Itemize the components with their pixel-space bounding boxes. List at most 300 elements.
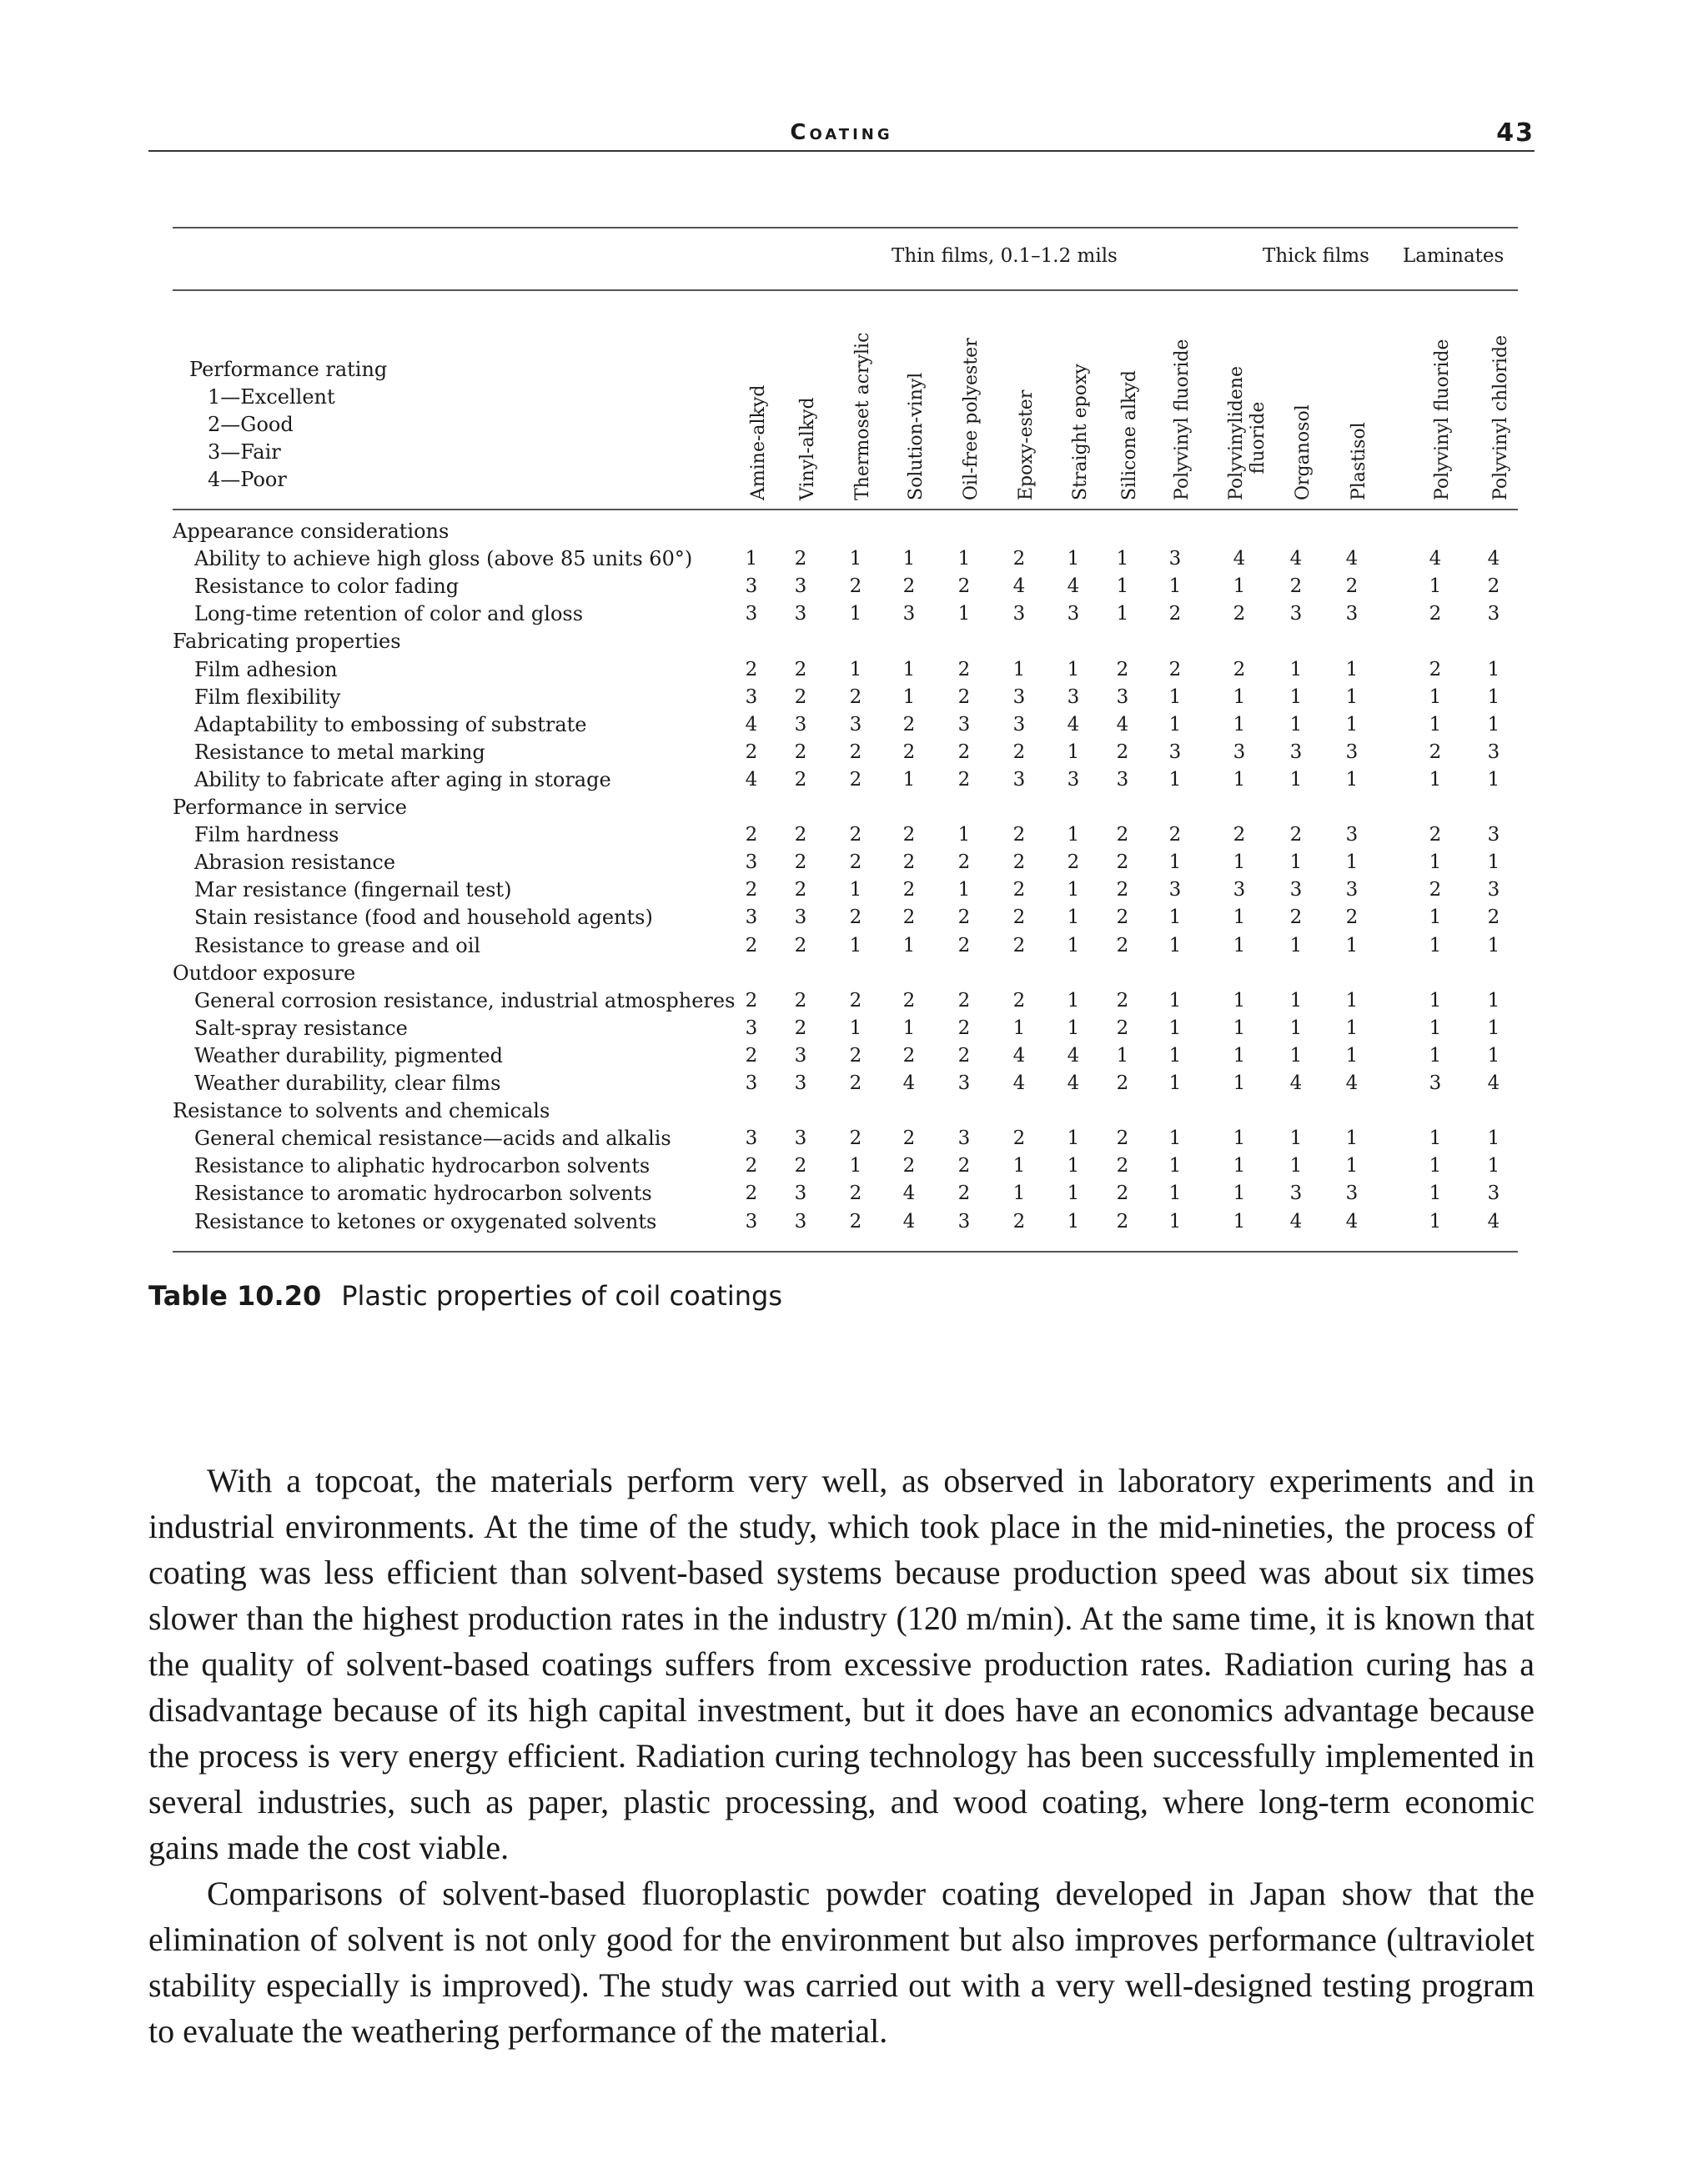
rating-cell: 1 [1067,906,1080,929]
rating-cell: 1 [1429,575,1442,598]
rating-cell: 2 [1116,851,1129,874]
rating-cell: 3 [1067,603,1080,625]
rating-cell: 1 [1233,685,1246,708]
rating-cell: 2 [745,934,758,956]
rating-cell: 1 [1233,1210,1246,1233]
rating-cell: 3 [957,1127,971,1150]
row-label: Resistance to grease and oil [194,933,481,957]
column-header-rule [173,509,1518,510]
rating-cell: 1 [1345,934,1359,956]
rating-cell: 2 [794,879,807,901]
rating-cell: 3 [1345,1182,1359,1205]
rating-cell: 2 [902,824,916,846]
rating-cell: 1 [1289,1155,1303,1177]
rating-cell: 2 [1012,851,1026,874]
rating-cell: 4 [745,713,758,736]
rating-cell: 1 [1233,934,1246,956]
rating-cell: 1 [1289,851,1303,874]
rating-cell: 2 [902,713,916,736]
rating-cell: 3 [745,851,758,874]
rating-cell: 2 [849,1044,862,1067]
rating-cell: 3 [1012,768,1026,791]
rating-cell: 4 [902,1072,916,1094]
rating-cell: 1 [1067,879,1080,901]
rating-cell: 4 [1067,575,1080,598]
row-label: General corrosion resistance, industrial atmospheres [194,988,736,1012]
caption-text: Plastic properties of coil coatings [341,1280,782,1312]
rating-cell: 2 [745,879,758,901]
rating-cell: 1 [1116,1044,1129,1067]
rating-cell: 2 [1012,906,1026,929]
row-label: Resistance to aromatic hydrocarbon solvents [194,1182,652,1206]
section-heading: Outdoor exposure [173,961,356,985]
rating-cell: 2 [957,1155,971,1177]
section-heading: Appearance considerations [173,520,450,543]
rating-cell: 2 [1116,1072,1129,1094]
rating-cell: 1 [1067,741,1080,763]
rating-cell: 1 [1168,906,1182,929]
rating-cell: 1 [1116,575,1129,598]
rating-cell: 1 [902,768,916,791]
rating-cell: 1 [1012,1182,1026,1205]
rating-cell: 1 [1233,1072,1246,1094]
rating-cell: 2 [1012,1127,1026,1150]
rating-cell: 2 [902,906,916,929]
rating-cell: 2 [849,575,862,598]
rating-cell: 1 [1067,1155,1080,1177]
rating-cell: 2 [1116,1127,1129,1150]
rating-cell: 1 [1012,1155,1026,1177]
row-label: Long-time retention of color and gloss [194,602,584,626]
rating-cell: 4 [1345,548,1359,570]
rating-cell: 1 [849,879,862,901]
rating-cell: 1 [1487,768,1500,791]
rating-cell: 1 [849,603,862,625]
table-caption [148,1280,782,1312]
row-label: Adaptability to embossing of substrate [194,712,587,736]
row-label: Weather durability, pigmented [194,1043,503,1067]
rating-cell: 4 [1487,1072,1500,1094]
rating-cell: 1 [1168,851,1182,874]
rating-cell: 2 [1429,658,1442,680]
rating-cell: 1 [957,548,971,570]
rating-cell: 2 [1012,879,1026,901]
rating-cell: 1 [1289,685,1303,708]
rating-cell: 2 [1487,906,1500,929]
rating-cell: 1 [1233,1017,1246,1039]
rating-cell: 2 [1345,575,1359,598]
rating-cell: 3 [1233,879,1246,901]
rating-cell: 2 [794,989,807,1012]
rating-cell: 3 [794,713,807,736]
rating-cell: 2 [1487,575,1500,598]
rating-cell: 2 [794,851,807,874]
rating-cell: 2 [957,741,971,763]
rating-cell: 2 [902,1155,916,1177]
rating-cell: 3 [1168,879,1182,901]
legend-item: 1—Excellent [208,385,335,409]
rating-cell: 2 [849,1182,862,1205]
rating-cell: 2 [745,658,758,680]
rating-cell: 1 [849,1017,862,1039]
rating-cell: 1 [1429,934,1442,956]
rating-cell: 1 [1345,989,1359,1012]
running-title: Coating [790,120,893,145]
rating-cell: 1 [1345,768,1359,791]
rating-cell: 2 [1116,741,1129,763]
rating-cell: 3 [1168,741,1182,763]
rating-cell: 2 [849,989,862,1012]
rating-cell: 3 [1289,603,1303,625]
rating-cell: 3 [1487,824,1500,846]
row-label: Resistance to aliphatic hydrocarbon solvents [194,1154,651,1178]
rating-cell: 3 [745,685,758,708]
legend-item: 2—Good [208,413,294,436]
rating-cell: 2 [1429,824,1442,846]
section-heading: Resistance to solvents and chemicals [173,1099,550,1123]
legend-item: 3—Fair [208,440,281,464]
rating-cell: 2 [745,741,758,763]
rating-cell: 2 [745,989,758,1012]
rating-cell: 1 [1487,1127,1500,1150]
rating-cell: 4 [1289,1072,1303,1094]
rating-cell: 1 [957,824,971,846]
rating-cell: 2 [1116,989,1129,1012]
rating-cell: 1 [1168,934,1182,956]
rating-cell: 1 [1289,1127,1303,1150]
rating-cell: 1 [1345,851,1359,874]
rating-cell: 2 [849,768,862,791]
rating-cell: 4 [1012,1072,1026,1094]
rating-cell: 3 [1067,685,1080,708]
row-label: Film hardness [194,823,339,847]
rating-cell: 3 [1012,603,1026,625]
rating-cell: 1 [902,1017,916,1039]
rating-cell: 1 [1429,1210,1442,1233]
section-heading: Performance in service [173,796,407,819]
rating-cell: 3 [1487,741,1500,763]
row-label: Resistance to color fading [194,575,460,599]
row-label: Resistance to metal marking [194,740,485,764]
rating-cell: 2 [745,1044,758,1067]
rating-cell: 1 [902,934,916,956]
rating-cell: 2 [902,741,916,763]
rating-cell: 2 [1233,603,1246,625]
rating-cell: 2 [794,768,807,791]
rating-cell: 2 [849,1072,862,1094]
rating-cell: 2 [849,685,862,708]
rating-cell: 1 [745,548,758,570]
rating-cell: 4 [1487,1210,1500,1233]
row-label: Resistance to ketones or oxygenated solvents [194,1209,657,1233]
row-label: General chemical resistance—acids and alkalis [194,1127,671,1151]
rating-cell: 1 [1289,989,1303,1012]
rating-cell: 2 [1116,879,1129,901]
rating-cell: 2 [957,906,971,929]
rating-cell: 2 [957,658,971,680]
rating-cell: 3 [1487,1182,1500,1205]
rating-cell: 2 [957,934,971,956]
rating-cell: 2 [1345,906,1359,929]
row-label: Ability to achieve high gloss (above 85 units 60°) [194,547,693,571]
rating-cell: 2 [1116,1210,1129,1233]
rating-cell: 3 [1012,685,1026,708]
rating-cell: 3 [745,575,758,598]
rating-cell: 1 [1429,1017,1442,1039]
rating-cell: 1 [1345,1044,1359,1067]
rating-cell: 2 [1012,989,1026,1012]
rating-cell: 1 [1429,1044,1442,1067]
rating-cell: 4 [1345,1072,1359,1094]
rating-cell: 1 [1233,1127,1246,1150]
rating-cell: 1 [1067,824,1080,846]
rating-cell: 1 [1345,1127,1359,1150]
rating-cell: 3 [1345,824,1359,846]
paragraph: Comparisons of solvent-based fluoroplastic powder coating developed in Japan show that the elimination of solvent is not only good for the environment but also improves performance (ultraviolet stability especially is improved). The study was carried out with a very well-designed testing program to evaluate the weathering performance of the material. [148,1875,1535,2050]
rating-cell: 2 [1116,906,1129,929]
rating-cell: 4 [1487,548,1500,570]
rating-cell: 1 [1345,1155,1359,1177]
rating-cell: 1 [1429,1127,1442,1150]
row-label: Stain resistance (food and household agents) [194,906,653,930]
rating-cell: 3 [1345,741,1359,763]
legend-title: Performance rating [189,358,388,381]
rating-cell: 1 [1168,989,1182,1012]
rating-cell: 2 [957,768,971,791]
rating-cell: 1 [1289,1017,1303,1039]
rating-cell: 1 [1168,1182,1182,1205]
rating-cell: 2 [794,658,807,680]
row-label: Abrasion resistance [194,851,396,875]
row-label: Ability to fabricate after aging in storage [194,767,611,791]
rating-cell: 4 [1289,1210,1303,1233]
rating-cell: 2 [849,851,862,874]
rating-cell: 1 [1012,658,1026,680]
rating-cell: 2 [1116,934,1129,956]
rating-cell: 1 [902,685,916,708]
rating-cell: 2 [957,1182,971,1205]
rating-cell: 1 [1067,934,1080,956]
rating-cell: 2 [1012,934,1026,956]
rating-cell: 1 [1233,989,1246,1012]
rating-cell: 3 [1289,879,1303,901]
rating-cell: 4 [1116,713,1129,736]
rating-cell: 2 [794,685,807,708]
rating-cell: 1 [1487,1017,1500,1039]
group-header-laminates: Laminates [1403,245,1505,267]
rating-cell: 1 [1487,685,1500,708]
rating-cell: 2 [849,1210,862,1233]
rating-cell: 2 [1168,603,1182,625]
rating-cell: 1 [1233,906,1246,929]
rating-cell: 1 [1168,1127,1182,1150]
rating-cell: 2 [1012,741,1026,763]
rating-cell: 3 [794,1127,807,1150]
rating-cell: 1 [1067,989,1080,1012]
rating-cell: 2 [1116,1017,1129,1039]
rating-cell: 1 [1429,713,1442,736]
rating-cell: 1 [902,548,916,570]
rating-cell: 1 [849,934,862,956]
rating-cell: 3 [1116,685,1129,708]
rating-cell: 1 [1233,1044,1246,1067]
rating-cell: 2 [794,934,807,956]
rating-cell: 2 [849,906,862,929]
rating-cell: 2 [794,1155,807,1177]
rating-cell: 1 [1067,1210,1080,1233]
rating-cell: 1 [1289,768,1303,791]
rating-cell: 2 [902,575,916,598]
rating-cell: 2 [957,1017,971,1039]
rating-cell: 2 [849,741,862,763]
rating-cell: 2 [849,1127,862,1150]
rating-cell: 3 [794,1072,807,1094]
rating-cell: 1 [1233,1155,1246,1177]
rating-cell: 3 [745,1072,758,1094]
rating-cell: 4 [1429,548,1442,570]
rating-cell: 2 [957,989,971,1012]
row-label: Salt-spray resistance [194,1016,408,1040]
rating-cell: 1 [1289,713,1303,736]
rating-cell: 2 [794,1017,807,1039]
rating-cell: 2 [1429,741,1442,763]
rating-cell: 2 [1289,906,1303,929]
rating-cell: 1 [957,879,971,901]
rating-cell: 1 [1429,768,1442,791]
rating-cell: 1 [1168,713,1182,736]
row-label: Film flexibility [194,685,341,709]
rating-cell: 3 [1289,741,1303,763]
rating-cell: 1 [849,548,862,570]
rating-cell: 2 [794,824,807,846]
rating-cell: 1 [1067,658,1080,680]
rating-cell: 3 [849,713,862,736]
rating-cell: 3 [1012,713,1026,736]
rating-cell: 3 [957,713,971,736]
rating-cell: 2 [1067,851,1080,874]
rating-cell: 1 [1233,851,1246,874]
rating-cell: 1 [1067,1182,1080,1205]
rating-cell: 1 [1168,1072,1182,1094]
rating-cell: 4 [1067,1044,1080,1067]
rating-legend [189,356,387,494]
rating-cell: 4 [1067,1072,1080,1094]
rating-cell: 3 [794,1044,807,1067]
rating-cell: 3 [1233,741,1246,763]
rating-cell: 1 [1429,1182,1442,1205]
rating-cell: 4 [902,1182,916,1205]
running-header [148,117,1535,152]
rating-cell: 1 [1487,658,1500,680]
rating-cell: 2 [902,851,916,874]
rating-cell: 2 [1233,824,1246,846]
rating-cell: 3 [1345,603,1359,625]
rating-cell: 2 [745,1182,758,1205]
rating-cell: 2 [902,989,916,1012]
rating-cell: 2 [902,879,916,901]
rating-cell: 1 [1289,658,1303,680]
rating-cell: 3 [794,1210,807,1233]
rating-cell: 1 [1168,1044,1182,1067]
rating-cell: 2 [1429,603,1442,625]
rating-cell: 2 [745,824,758,846]
rating-cell: 1 [1067,1017,1080,1039]
rating-cell: 4 [1289,548,1303,570]
rating-cell: 1 [1067,548,1080,570]
rating-cell: 2 [794,548,807,570]
rating-cell: 2 [1012,1210,1026,1233]
rating-cell: 3 [957,1072,971,1094]
rating-cell: 1 [1487,989,1500,1012]
group-header-rule [173,289,1518,291]
table-top-rule [173,227,1518,228]
rating-cell: 3 [1289,1182,1303,1205]
rating-cell: 3 [1429,1072,1442,1094]
rating-cell: 1 [1345,713,1359,736]
rating-cell: 1 [1168,575,1182,598]
rating-cell: 2 [1116,1155,1129,1177]
rating-cell: 3 [1168,548,1182,570]
rating-cell: 1 [1233,1182,1246,1205]
rating-cell: 2 [849,824,862,846]
rating-cell: 3 [794,575,807,598]
rating-cell: 2 [1012,548,1026,570]
rating-cell: 2 [1168,658,1182,680]
rating-cell: 1 [1429,1155,1442,1177]
rating-cell: 2 [902,1044,916,1067]
rating-cell: 1 [957,603,971,625]
row-label: Mar resistance (fingernail test) [194,878,512,902]
body-text [148,1458,1535,2054]
rating-cell: 1 [1116,548,1129,570]
rating-cell: 2 [1168,824,1182,846]
coil-coatings-table: Thin films, 0.1–1.2 mils Thick films Laminates Performance rating 1—Excellent 2—Good 3—Fair 4—Poor Amine-alkyd Vinyl-alkyd Thermoset acrylic Solution-vinyl Oil-free polyester Epoxy-ester Straight epoxy Silicone alkyd Polyvinyl fluoride Polyvinylidene fluoride Organosol Plastisol Polyvinyl fluoride Polyvinyl chloride Appearance considerations Ability to achieve high gloss (above 85 units 60°) 1 2 1 1 1 2 1 1 3 4 4 4 4 4 Resistance to color fading 3 3 2 2 2 4 4 1 1 1 2 2 1 2 Long-time retention of color and gloss 3 3 1 3 1 3 3 1 2 2 3 3 2 3 Fabricating properties Film adhesion 2 2 1 1 2 1 1 2 2 2 1 1 2 1 Film flexibility 3 2 2 1 2 3 3 3 1 1 1 1 1 1 Adaptability to embossing of substrate 4 3 3 2 3 3 4 4 1 1 1 1 1 1 Resistance to metal marking 2 2 2 2 2 2 1 2 3 3 3 3 2 3 Ability to fabricate after aging in storage 4 2 2 1 2 3 3 3 1 1 1 1 1 1 Performance in service Film hardness 2 2 2 2 1 2 1 2 2 2 2 3 2 3 Abrasion resistance 3 2 2 2 2 2 2 2 1 1 1 1 1 1 Mar resistance (fingernail test) 2 2 1 2 1 2 1 2 3 3 3 3 2 3 Stain resistance (food and household agents) 3 3 2 2 2 2 1 2 1 1 2 2 1 2 Resistance to grease and oil 2 2 1 1 2 2 1 2 1 1 1 1 1 1 Outdoor exposure General corrosion resistance, industrial atmospheres 2 2 2 2 2 2 1 2 1 1 1 1 1 1 Salt-spray resistance 3 2 1 1 2 1 1 2 1 1 1 1 1 1 Weather durability, pigmented 2 3 2 2 2 4 4 1 1 1 1 1 1 1 Weather durability, clear films 3 3 2 4 3 4 4 2 1 1 4 4 3 4 Resistance to solvents and chemicals General chemical resistance—acids and alkalis 3 3 2 2 3 2 1 2 1 1 1 1 1 1 Resistance to aliphatic hydrocarbon solvents 2 2 1 2 2 1 1 2 1 1 1 1 1 1 Resistance to aromatic hydrocarbon solvents 2 3 2 4 2 1 1 2 1 1 3 3 1 3 Resistance to ketones or oxygenated solvents 3 3 2 4 3 2 1 2 1 1 4 4 1 4 [173,227,1518,1253]
rating-cell: 2 [745,1155,758,1177]
rating-cell: 1 [849,1155,862,1177]
rating-cell: 2 [1429,879,1442,901]
rating-cell: 3 [745,1017,758,1039]
rating-cell: 1 [1487,851,1500,874]
rating-cell: 1 [1487,934,1500,956]
rating-cell: 1 [1116,603,1129,625]
paragraph: With a topcoat, the materials perform very well, as observed in laboratory experiments and in industrial environments. At the time of the study, which took place in the mid-nineties, the process of coating was less efficient than solvent-based systems because production speed was about six times slower than the highest production rates in the industry (120 m/min). At the same time, it is known that the quality of solvent-based coatings suffers from excessive production rates. Radiation curing has a disadvantage because of its high capital investment, but it does have an economics advantage because the process is very energy efficient. Radiation curing technology has been successfully implemented in several industries, such as paper, plastic processing, and wood coating, where long-term economic gains made the cost viable. [148,1462,1535,1866]
rating-cell: 1 [1429,685,1442,708]
rating-cell: 2 [1289,575,1303,598]
group-header-thin-films: Thin films, 0.1–1.2 mils [892,245,1118,267]
rating-cell: 3 [1487,879,1500,901]
rating-cell: 2 [1233,658,1246,680]
rating-cell: 2 [902,1127,916,1150]
rating-cell: 1 [1345,1017,1359,1039]
rating-cell: 1 [1012,1017,1026,1039]
rating-cell: 2 [1116,824,1129,846]
rating-cell: 4 [1345,1210,1359,1233]
rating-cell: 2 [1289,824,1303,846]
rating-cell: 1 [1168,768,1182,791]
rating-cell: 2 [1012,824,1026,846]
rating-cell: 1 [1168,1210,1182,1233]
rating-cell: 1 [1429,989,1442,1012]
rating-cell: 4 [1012,1044,1026,1067]
rating-cell: 3 [902,603,916,625]
rating-cell: 1 [1168,1155,1182,1177]
rating-cell: 4 [1233,548,1246,570]
section-heading: Fabricating properties [173,630,401,654]
rating-cell: 3 [794,603,807,625]
rating-cell: 2 [957,851,971,874]
rating-cell: 1 [1487,1044,1500,1067]
rating-cell: 1 [1289,1044,1303,1067]
